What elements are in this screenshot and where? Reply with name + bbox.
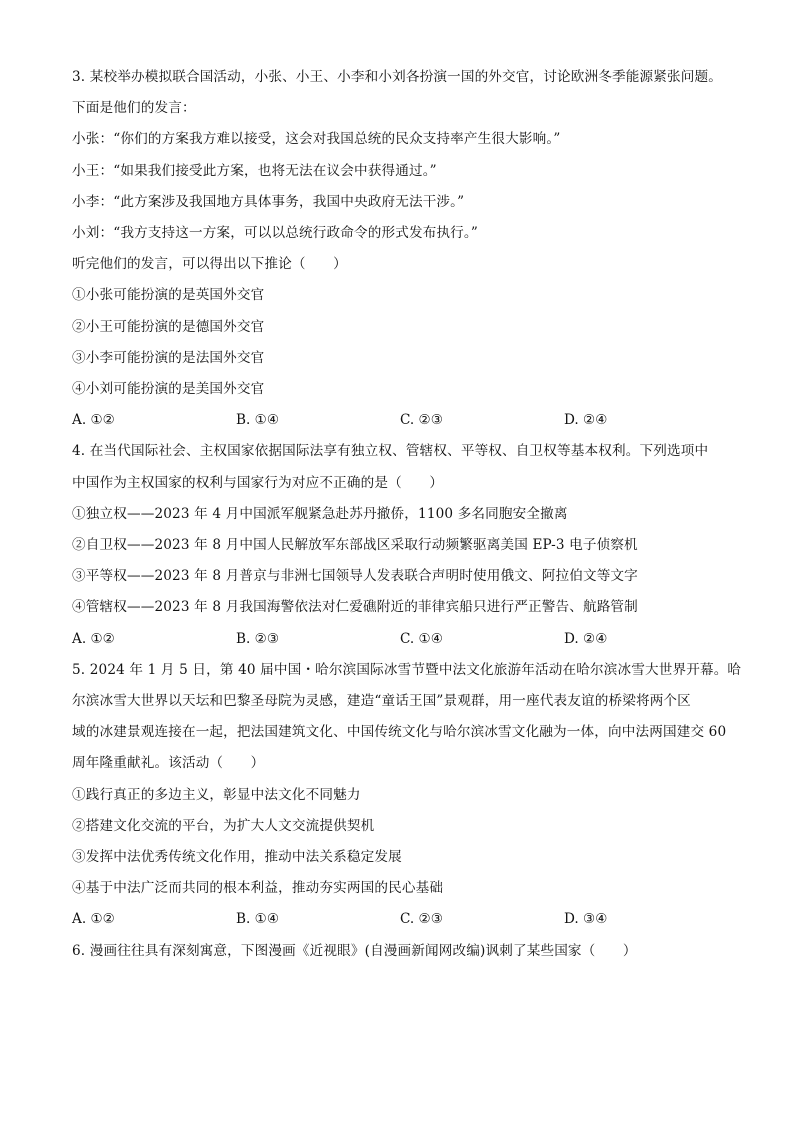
option-a[interactable]: A. ①②: [72, 630, 115, 647]
statement-3: ③小李可能扮演的是法国外交官: [72, 349, 265, 366]
statement-2: ②小王可能扮演的是德国外交官: [72, 318, 265, 335]
quote-xiaoliu: 小刘：“我方支持这一方案，可以以总统行政命令的形式发布执行。”: [72, 225, 478, 242]
statement-3: ③平等权——2023 年 8 月普京与非洲七国领导人发表联合声明时使用俄文、阿拉伯文等文字: [72, 568, 638, 585]
option-c[interactable]: C. ②③: [400, 412, 443, 429]
statement-1: ①小张可能扮演的是英国外交官: [72, 287, 265, 304]
statement-2: ②自卫权——2023 年 8 月中国人民解放军东部战区采取行动频繁驱离美国 EP-3 电子侦察机: [72, 537, 638, 554]
option-c[interactable]: C. ①④: [400, 630, 443, 647]
statement-2: ②搭建文化交流的平台，为扩大人文交流提供契机: [72, 817, 375, 834]
option-a[interactable]: A. ①②: [72, 412, 115, 429]
option-d[interactable]: D. ②④: [564, 630, 608, 647]
question-4: [72, 436, 742, 654]
question-3: [72, 62, 742, 436]
question-3-stem: 3. 某校举办模拟联合国活动，小张、小王、小李和小刘各扮演一国的外交官，讨论欧洲冬季能源紧张问题。: [72, 69, 722, 85]
question-5-prompt: 周年隆重献礼。该活动（ ）: [72, 755, 265, 772]
statement-4: ④管辖权——2023 年 8 月我国海警依法对仁爱礁附近的菲律宾船只进行严正警告、航路管制: [72, 599, 638, 616]
question-6-stem: 6. 漫画往往具有深刻寓意，下图漫画《近视眼》(自漫画新闻网改编)讽刺了某些国家（ ）: [72, 942, 637, 959]
question-5-stem-cont: 尔滨冰雪大世界以天坛和巴黎圣母院为灵感，建造“童话王国”景观群，用一座代表友谊的桥梁将两个区: [72, 693, 691, 710]
question-4-stem-cont: 中国作为主权国家的权利与国家行为对应不正确的是（ ）: [72, 474, 444, 491]
option-b[interactable]: B. ①④: [236, 412, 280, 429]
option-b[interactable]: B. ①④: [236, 911, 280, 928]
question-3-stem-cont: 下面是他们的发言：: [72, 100, 196, 117]
quote-xiaozhang: 小张：“你们的方案我方难以接受，这会对我国总统的民众支持率产生很大影响。”: [72, 131, 561, 148]
option-a[interactable]: A. ①②: [72, 911, 115, 928]
exam-page: [72, 62, 742, 967]
statement-1: ①独立权——2023 年 4 月中国派军舰紧急赴苏丹撤侨，1100 多名同胞安全撤离: [72, 505, 568, 522]
option-c[interactable]: C. ②③: [400, 911, 443, 928]
question-5: [72, 655, 742, 936]
quote-xiaowang: 小王：“如果我们接受此方案，也将无法在议会中获得通过。”: [72, 162, 437, 179]
statement-1: ①践行真正的多边主义，彰显中法文化不同魅力: [72, 786, 361, 803]
answer-options: [72, 624, 742, 655]
question-4-stem: 4. 在当代国际社会、主权国家依据国际法享有独立权、管辖权、平等权、自卫权等基本权利。下列选项中: [72, 443, 709, 460]
answer-options: [72, 904, 742, 935]
answer-options: [72, 405, 742, 436]
statement-4: ④基于中法广泛而共同的根本利益，推动夯实两国的民心基础: [72, 880, 444, 897]
question-5-stem-cont: 域的冰建景观连接在一起，把法国建筑文化、中国传统文化与哈尔滨冰雪文化融为一体，向中法两国建交 60: [72, 724, 727, 741]
option-d[interactable]: D. ②④: [564, 412, 608, 429]
quote-xiaoli: 小李：“此方案涉及我国地方具体事务，我国中央政府无法干涉。”: [72, 193, 465, 210]
question-3-prompt: 听完他们的发言，可以得出以下推论（ ）: [72, 256, 347, 273]
statement-4: ④小刘可能扮演的是美国外交官: [72, 381, 265, 398]
question-6: [72, 936, 742, 967]
question-5-stem: 5. 2024 年 1 月 5 日，第 40 届中国・哈尔滨国际冰雪节暨中法文化旅游年活动在哈尔滨冰雪大世界开幕。哈: [72, 661, 742, 678]
statement-3: ③发挥中法优秀传统文化作用，推动中法关系稳定发展: [72, 849, 402, 866]
option-b[interactable]: B. ②③: [236, 630, 280, 647]
option-d[interactable]: D. ③④: [564, 911, 608, 928]
